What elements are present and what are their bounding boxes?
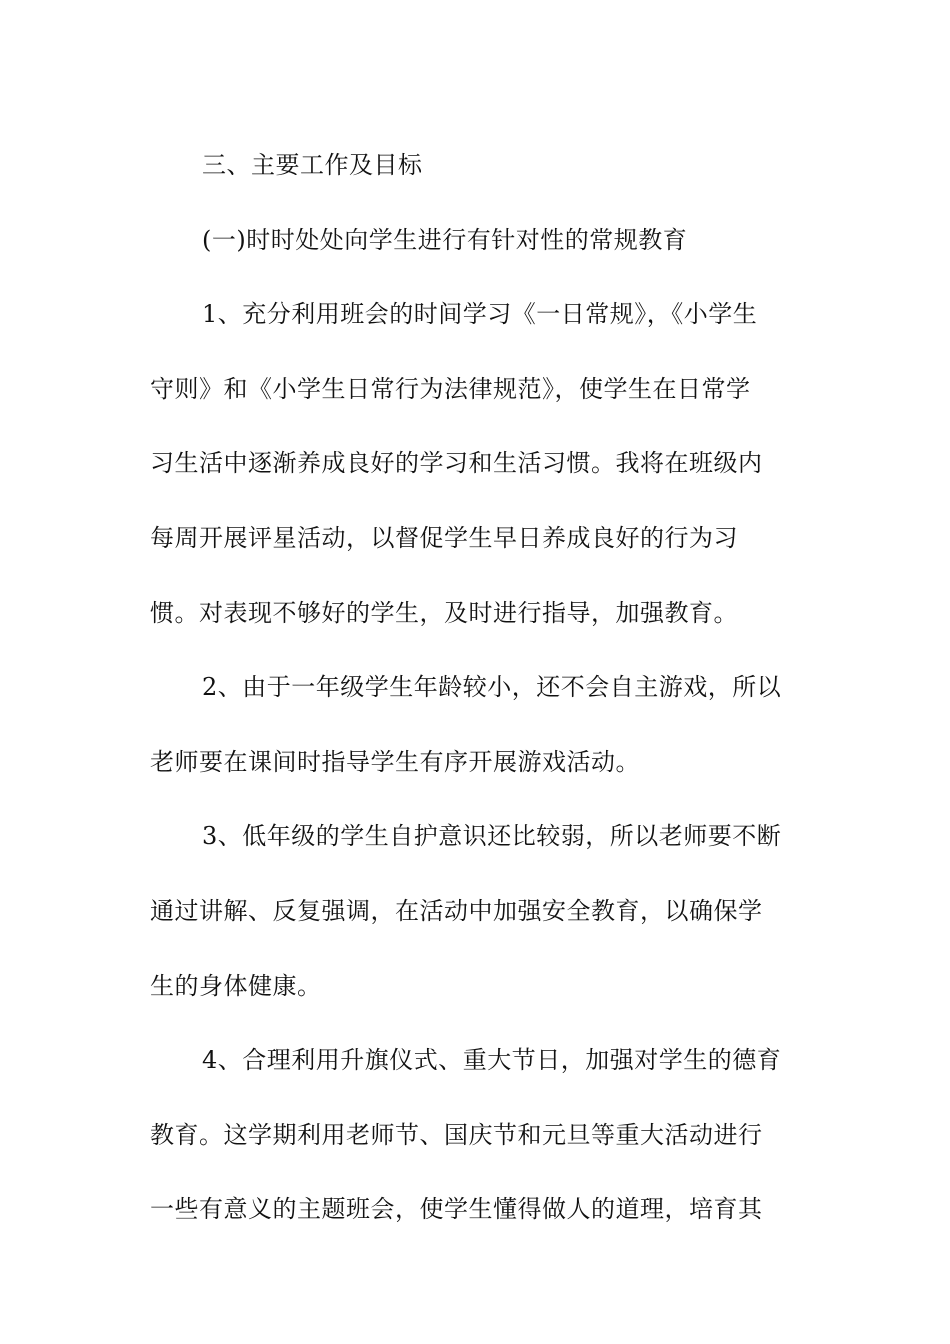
paragraph-line: 通过讲解、反复强调，在活动中加强安全教育，以确保学 [150, 896, 763, 925]
paragraph-line: 教育。这学期利用老师节、国庆节和元旦等重大活动进行 [150, 1120, 763, 1149]
subsection-heading: (一)时时处处向学生进行有针对性的常规教育 [202, 225, 688, 254]
paragraph-line: 1、充分利用班会的时间学习《一日常规》，《小学生 [202, 300, 758, 329]
paragraph-line: 习生活中逐渐养成良好的学习和生活习惯。我将在班级内 [150, 449, 763, 478]
paragraph-line: 4、合理利用升旗仪式、重大节日，加强对学生的德育 [202, 1046, 782, 1075]
paragraph-4 [150, 1023, 810, 1247]
paragraph-line: 守则》和《小学生日常行为法律规范》，使学生在日常学 [150, 374, 751, 403]
paragraph-line: 2、由于一年级学生年龄较小，还不会自主游戏，所以 [202, 673, 782, 702]
paragraph-2 [150, 650, 810, 799]
paragraph-1 [150, 277, 810, 650]
section-heading: 三、主要工作及目标 [202, 151, 423, 179]
document-body [150, 128, 810, 1247]
paragraph-line: 一些有意义的主题班会，使学生懂得做人的道理，培育其 [150, 1195, 763, 1224]
paragraph-line: 惯。对表现不够好的学生，及时进行指导，加强教育。 [150, 598, 738, 627]
paragraph-line: 每周开展评星活动，以督促学生早日养成良好的行为习 [150, 523, 738, 552]
paragraph-line: 生的身体健康。 [150, 971, 322, 1000]
paragraph-line: 3、低年级的学生自护意识还比较弱，所以老师要不断 [202, 822, 782, 851]
paragraph-line: 老师要在课间时指导学生有序开展游戏活动。 [150, 747, 640, 776]
paragraph-3 [150, 799, 810, 1023]
